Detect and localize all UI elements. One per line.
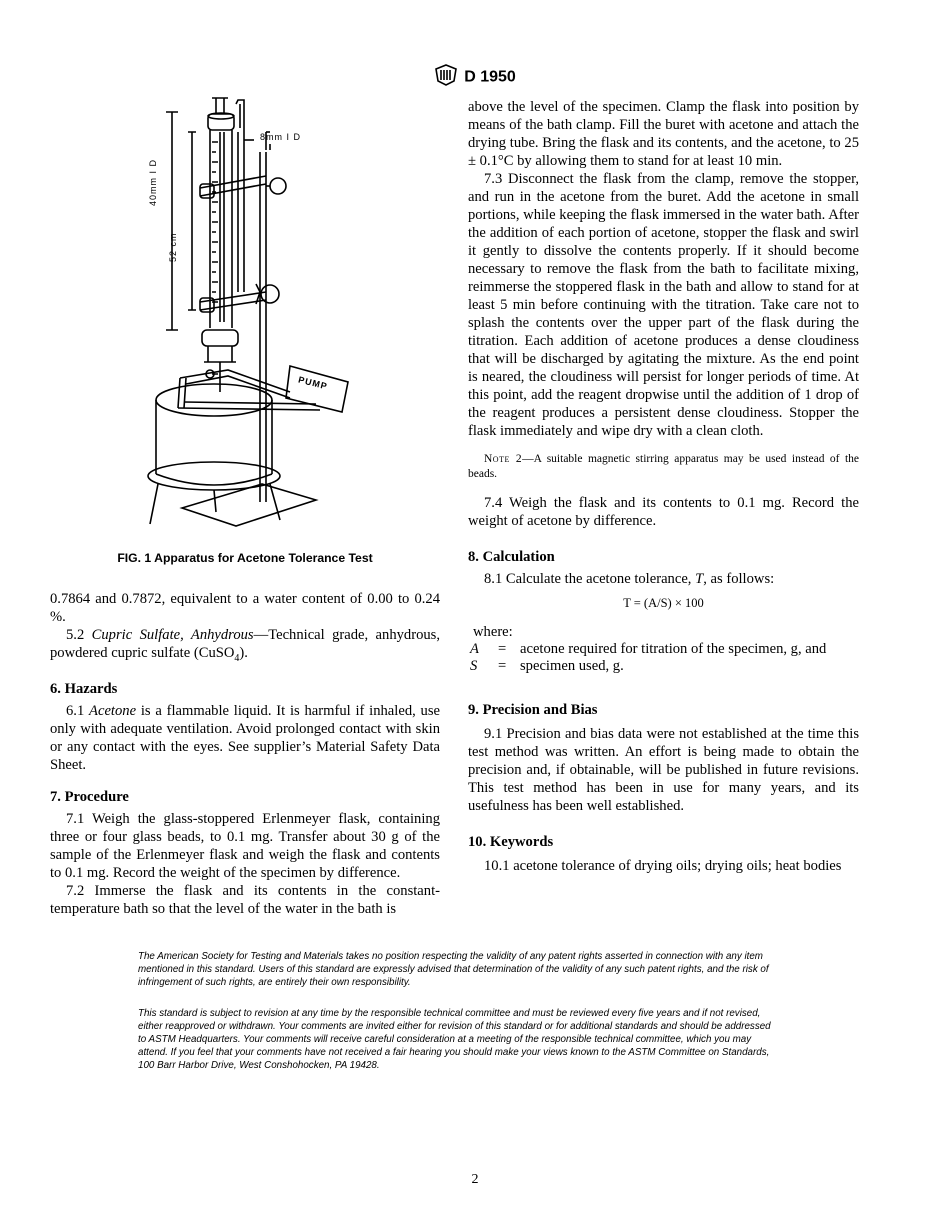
def-eq: = [498,658,507,674]
paragraph-7-3: 7.3 Disconnect the flask from the clamp, remove the stopper, and run in the acetone from the buret. Add the acetone in small portions, while keeping the flask immersed in the water bath. After the addition of each portion of acetone, stopper the flask and swirl it gently to dissolve the contents properly. If it should become necessary to remove the flask from the bath to facilitate mixing, reimmerse the stoppered flask in the bath and allow to stand for at least 5 min before continuing with the titration. Take care not to splash the contents over the upper part of the flask during the titration. Each addition of acetone produces a dense cloudiness that will be discharged by agitating the mixture. As the end point is neared, the cloudiness will persist for longer periods of time. At this point, add the reagent dropwise until the addition of 1 drop of the reagent produces a persistent dense cloudiness. Stopper the flask immediately and wipe dry with a clean cloth. [468,171,859,439]
patent-notice: The American Society for Testing and Materials takes no position respecting the validity of any patent rights asserted in connection with any item mentioned in this standard. Users of this standard are expressly advised that determination of the validity of any such patent rights, and the risk of infringement of such rights, are entirely their own responsibility. [138,951,769,988]
astm-logo-icon [434,64,458,91]
section-10-heading: 10. Keywords [468,834,554,850]
paragraph-5-2: 5.2 Cupric Sulfate, Anhydrous—Technical grade, anhydrous, powdered cupric sulfate (CuSO$_4$). [50,627,441,664]
definition-row [468,658,828,675]
section-6-heading: 6. Hazards [50,680,118,697]
standard-code: D 1950 [464,68,516,86]
label-52cm: 52 cm [168,232,178,262]
definitions-table [468,641,828,675]
label-40mm: 40mm I D [148,158,158,206]
where-label: where: [473,624,513,640]
def-symbol: A [470,641,479,657]
where-block [468,624,859,675]
formula: T = (A/S) × 100 [623,596,704,610]
definition-row [468,641,828,658]
label-pump: PUMP [297,374,329,392]
def-text: specimen used, g. [520,658,624,674]
section-8-heading: 8. Calculation [468,549,555,565]
paragraph-7-2-cont: above the level of the specimen. Clamp the flask into position by means of the bath clamp. Fill the buret with acetone and attach the drying tube. Bring the flask and its contents, and the acetone, to 25 ± 0.1°C by allowing them to stand for at least 10 min. [468,99,859,169]
paragraph-5-1-cont: 0.7864 and 0.7872, equivalent to a water content of 0.00 to 0.24 %. [50,591,440,625]
section-7-heading: 7. Procedure [50,788,129,805]
figure-caption: FIG. 1 Apparatus for Acetone Tolerance Test [117,551,373,565]
paragraph-7-4: 7.4 Weigh the flask and its contents to 0.1 mg. Record the weight of acetone by difference. [468,495,859,529]
apparatus-figure [120,92,370,532]
paragraph-8-1: 8.1 Calculate the acetone tolerance, T, as follows: [484,571,775,587]
paragraph-10-1: 10.1 acetone tolerance of drying oils; drying oils; heat bodies [484,858,842,874]
paragraph-7-2: 7.2 Immerse the flask and its contents in the constant-temperature bath so that the level of the water in the bath is [50,882,440,917]
revision-notice: This standard is subject to revision at any time by the responsible technical committee and must be reviewed every five years and if not revised, either reapproved or withdrawn. Your comments are invited either for revision of this standard or for additional standards and should be addressed to ASTM Headquarters. Your comments will receive careful consideration at a meeting of the responsible technical committee, which you may attend. If you feel that your comments have not received a fair hearing you should make your views known to the ASTM Committee on Standards, 100 Barr Harbor Drive, West Conshohocken, PA 19428. [138,1008,771,1071]
note-2: Note 2—A suitable magnetic stirring apparatus may be used instead of the beads. [468,453,860,480]
def-symbol: S [470,658,478,674]
page-header [0,64,950,91]
page-number: 2 [471,1172,479,1187]
def-eq: = [498,641,507,657]
label-8mm: 8mm I D [260,132,302,142]
section-9-heading: 9. Precision and Bias [468,702,598,718]
left-column [50,590,440,918]
paragraph-6-1: 6.1 Acetone is a flammable liquid. It is harmful if inhaled, use only with adequate ventilation. Avoid prolonged contact with skin or any contact with the eyes. See supplier’s Material Safety Data Sheet. [50,702,440,773]
right-column [468,98,859,875]
paragraph-9-1: 9.1 Precision and bias data were not established at the time this test method was written. An effort is being made to obtain the precision and, if obtainable, will be published in future revisions. This test method has been in use for many years, and its usefulness has been well established. [468,726,859,814]
paragraph-7-1: 7.1 Weigh the glass-stoppered Erlenmeyer flask, containing three or four glass beads, to 0.1 mg. Transfer about 30 g of the sample of the Erlenmeyer flask and weigh the flask and contents to 0.1 mg. Record the weight of the specimen by difference. [50,810,440,881]
def-text: acetone required for titration of the specimen, g, and [520,641,827,657]
